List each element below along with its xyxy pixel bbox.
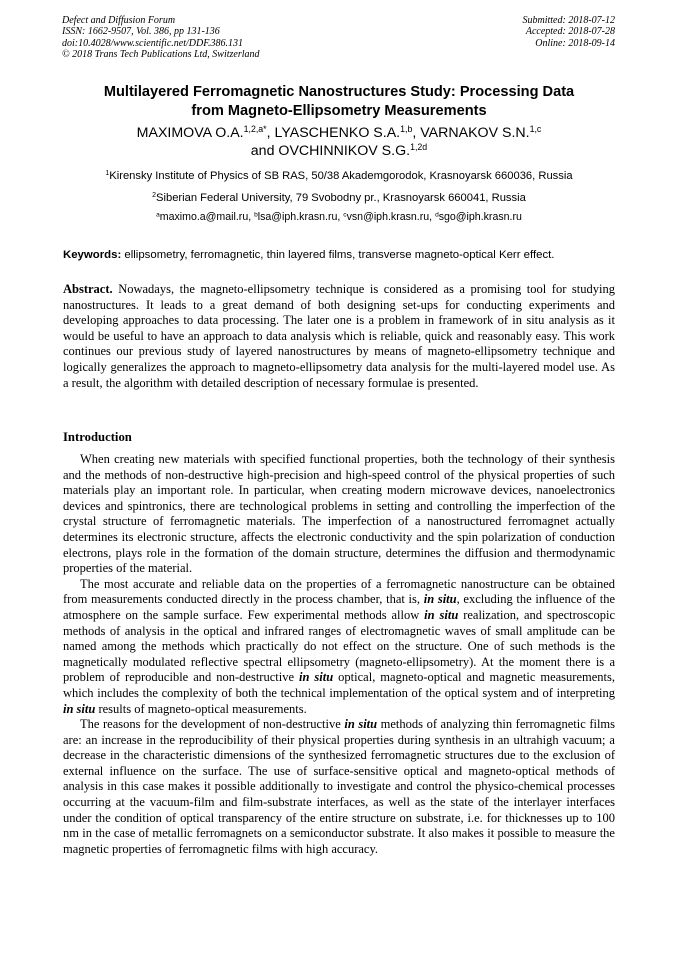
paragraph-text: realization, and spectroscopic methods of analysis in the optical and infrared ranges of electromagnetic waves of small amplitude can be named among the methods which practically do not effect on the structure. One of such methods is the magnetically modulated reflective spectral ellipsometry (magneto-ellipsometry). At the moment there is a problem of reproducible and non-destructive — [63, 607, 615, 685]
affiliation-2 — [60, 191, 618, 205]
affiliation-mark: 1 — [105, 170, 110, 178]
intro-paragraph-2 — [63, 577, 615, 717]
abstract-text: Nowadays, the magneto-ellipsometry technique is considered as a promising tool for studying nanostructures. It leads to a great demand of both designing set-ups for conducting experiments and developing approaches to data processing. The later one is a problem in framework of in situ analysis as it would be useful to have an approach to data analysis which is reliable, quick and reasonably easy. This work continues our previous study of layered nanostructures by means of magneto-ellipsometry technique and logically generalizes the approach to magneto-ellipsometry data analysis for the multi-layered model use. As a result, the algorithm with detailed description of necessary formulae is presented. — [63, 282, 615, 390]
author-name: MAXIMOVA O.A. — [136, 125, 244, 141]
email-mark: c — [343, 211, 347, 219]
emphasis-in-situ: in situ — [344, 717, 378, 732]
copyright-line: © 2018 Trans Tech Publications Ltd, Switzerland — [62, 48, 260, 60]
author-name: LYASCHENKO S.A. — [274, 125, 401, 141]
paragraph-text: , excluding the influence of the atmosphere on the sample surface. Few experimental methods allow — [63, 592, 615, 622]
publication-info — [62, 15, 260, 60]
author-affil-mark: 1,2,a* — [243, 124, 267, 135]
author-name: and OVCHINNIKOV S.G. — [250, 143, 411, 159]
keywords — [63, 248, 619, 262]
affiliation-1 — [60, 169, 618, 183]
email-mark: b — [254, 211, 258, 219]
keywords-label: Keywords: — [63, 249, 122, 261]
title-line-2: from Magneto-Ellipsometry Measurements — [191, 102, 487, 119]
paragraph-text: The reasons for the development of non-destructive — [80, 717, 345, 732]
author-affil-mark: 1,c — [529, 124, 542, 135]
accepted-date: Accepted: 2018-07-28 — [525, 26, 615, 38]
affiliation-text: Kirensky Institute of Physics of SB RAS, 50/38 Akademgorodok, Krasnoyarsk 660036, Russia — [109, 170, 573, 182]
author-list — [60, 124, 618, 160]
paragraph-text: methods of analyzing thin ferromagnetic films are: an increase in the reproducibility of their physical properties during synthesis in an ultrahigh vacuum; a decrease in the characteristic dimensions of the synthesized ferromagnetic structures due to the exclusion of external influence on the surface. The use of surface-sensitive optical and magneto-optical methods of analysis in this case makes it possible additionally to investigate and control the physico-chemical processes occurring at the vacuum-film and film-substrate interfaces, as well as the state of the interlayer interfaces under the condition of optical transparency of the entire structure on substrate, i.e. for thicknesses up to 100 nm in the case of metallic ferromagnets on a semiconductor substrate. It also makes it possible to measure the magnetic properties of ferromagnetic films with high accuracy. — [63, 717, 616, 856]
paragraph-text: The most accurate and reliable data on the properties of a ferromagnetic nanostructure can be obtained from measurements conducted directly in the process chamber, that is, — [63, 576, 615, 607]
online-date: Online: 2018-09-14 — [535, 37, 615, 49]
email-link[interactable]: vsn@iph.krasn.ru, — [346, 211, 436, 223]
emphasis-in-situ: in situ — [423, 592, 457, 607]
abstract-label: Abstract. — [63, 282, 113, 296]
affiliation-text: Siberian Federal University, 79 Svobodny pr., Krasnoyarsk 660041, Russia — [156, 192, 526, 204]
email-list — [60, 210, 618, 224]
publication-dates — [523, 15, 616, 49]
email-mark: d — [435, 211, 439, 219]
authors-line-2 — [60, 142, 618, 160]
title-line-1: Multilayered Ferromagnetic Nanostructures Study: Processing Data — [103, 84, 575, 100]
paragraph-text: optical, magneto-optical and magnetic measurements, which includes the complexity of both the technical implementation of the optical system and of interpreting — [63, 670, 615, 700]
introduction-body — [63, 452, 615, 857]
author-affil-mark: 1,2d — [410, 142, 428, 153]
intro-paragraph-1: When creating new materials with specified functional properties, both the technology of their synthesis and the methods of non-destructive high-precision and high-speed control of the physical properties of such materials play an important role. In particular, when creating modern microwave devices, nanoelectronics devices and spintronics, there are technological problems in setting and controlling the imperfection of the crystal structure of ferromagnetic materials. The imperfection of a nanostructured ferromagnet actually determines its electronic structure, affects the electronic conductivity and the spin polarization of conduction electrons, plays role in the formation of the domain structure, determines the diffusion and thermodynamic properties of the material. — [63, 452, 615, 576]
email-link[interactable]: lsa@iph.krasn.ru, — [257, 211, 344, 223]
submitted-date: Submitted: 2018-07-12 — [522, 15, 615, 26]
doi-line: doi:10.4028/www.scientific.net/DDF.386.131 — [62, 37, 244, 49]
abstract — [63, 282, 615, 391]
author-separator: , — [266, 125, 275, 141]
emphasis-in-situ: in situ — [424, 607, 459, 622]
email-link[interactable]: maximo.a@mail.ru, — [159, 211, 255, 223]
author-separator: , — [412, 125, 421, 141]
journal-name: Defect and Diffusion Forum — [62, 15, 176, 26]
emphasis-in-situ: in situ — [63, 701, 96, 716]
author-name: VARNAKOV S.N. — [420, 125, 530, 141]
paragraph-text: results of magneto-optical measurements. — [95, 701, 307, 716]
affiliation-mark: 2 — [152, 192, 157, 200]
paper-title — [60, 83, 618, 120]
authors-line-1 — [60, 124, 618, 142]
keywords-text: ellipsometry, ferromagnetic, thin layered films, transverse magneto-optical Kerr effect. — [121, 249, 555, 261]
author-affil-mark: 1,b — [400, 124, 413, 135]
emphasis-in-situ: in situ — [299, 670, 334, 685]
email-mark: a — [156, 211, 160, 219]
email-link[interactable]: sgo@iph.krasn.ru — [438, 211, 522, 223]
issn-line: ISSN: 1662-9507, Vol. 386, pp 131-136 — [62, 26, 220, 38]
section-heading-introduction: Introduction — [63, 430, 132, 444]
intro-paragraph-3 — [63, 717, 615, 857]
